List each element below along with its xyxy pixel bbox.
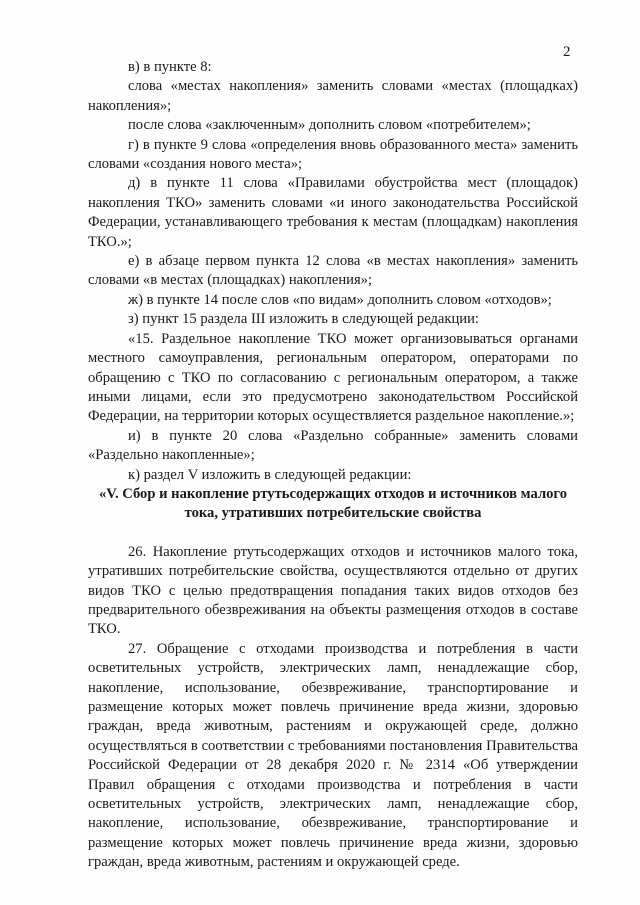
document-body	[88, 58, 578, 873]
paragraph-item-g: г) в пункте 9 слова «определения вновь образованного места» заменить словами «создания нового места»;	[88, 136, 578, 173]
paragraph-item-k: к) раздел V изложить в следующей редакции:	[128, 466, 412, 483]
paragraph-after-word: после слова «заключенным» дополнить словом «потребителем»;	[128, 117, 531, 134]
paragraph-item-z: з) пункт 15 раздела III изложить в следующей редакции:	[128, 311, 479, 328]
paragraph-item-e: е) в абзаце первом пункта 12 слова «в местах накопления» заменить словами «в местах (площадках) накопления»;	[88, 253, 578, 289]
paragraph-item-d: д) в пункте 11 слова «Правилами обустройства мест (площадок) накопления ТКО» заменить словами «и иного законодательства Российской Федерации, устанавливающего требования к местам (площадкам) накопления ТКО.»;	[88, 175, 578, 250]
paragraph-replace-words: слова «местах накопления» заменить словами «местах (площадках) накопления»;	[88, 78, 578, 114]
paragraph-item-i: и) в пункте 20 слова «Раздельно собранные» заменить словами «Раздельно накопленные»;	[88, 427, 578, 464]
section-heading: «V. Сбор и накопление ртутьсодержащих отходов и источников малого тока, утративших потребительские свойства	[98, 485, 567, 522]
paragraph-clause-27: 27. Обращение с отходами производства и потребления в части осветительных устройств, электрических ламп, ненадлежащие сбор, накопление, использование, обезвреживание, транспортирование и размещение которых может повлечь причинение вреда жизни, здоровью граждан, вреда животным, растениям и окружающей среде, должно осуществляться в соответствии с требованиями постановления Правительства Российской Федерации от 28 декабря 2020 г. № 2314 «Об утверждении Правил обращения с отходами производства и потребления в части осветительных устройств, электрических ламп, ненадлежащие сбор, накопление, использование, обезвреживание, транспортирование и размещение которых может повлечь причинение вреда жизни, здоровью граждан, вреда животным, растениям и окружающей среде.	[88, 640, 578, 871]
spacer	[88, 524, 578, 543]
paragraph-clause-15: «15. Раздельное накопление ТКО может организовываться органами местного самоуправления, региональным оператором, операторами по обращению с ТКО по согласованию с региональным оператором, а также иными лицами, если это предусмотрено законодательством Российской Федерации, на территории которых осуществляется раздельное накопление.»;	[88, 330, 578, 425]
paragraph-clause-26: 26. Накопление ртутьсодержащих отходов и источников малого тока, утративших потребительские свойства, осуществляются отдельно от других видов ТКО с целью предотвращения попадания таких видов отходов без предварительного обезвреживания на объекты размещения отходов в составе ТКО.	[88, 543, 578, 638]
paragraph-item-zh: ж) в пункте 14 после слов «по видам» дополнить словом «отходов»;	[128, 291, 552, 308]
paragraph-item-v: в) в пункте 8:	[128, 59, 212, 75]
page-number: 2	[563, 44, 571, 60]
